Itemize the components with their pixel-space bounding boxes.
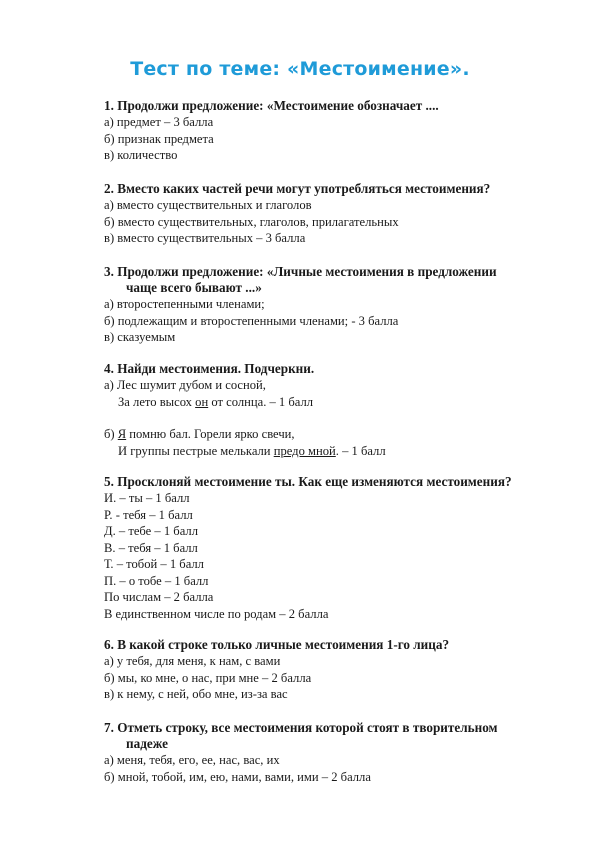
question-2-text: 2. Вместо каких частей речи могут употребляться местоимения? — [104, 181, 491, 196]
question-4-verse-a-line-1: а) Лес шумит дубом и сосной, — [104, 378, 266, 392]
question-6-option-a: а) у тебя, для меня, к нам, с вами — [104, 654, 281, 668]
declension-line: П. – о тобе – 1 балл — [104, 573, 209, 588]
question-4 — [104, 361, 554, 459]
question-6-option-b: б) мы, ко мне, о нас, при мне – 2 балла — [104, 670, 312, 685]
question-1-text: 1. Продолжи предложение: «Местоимение обозначает .... — [104, 98, 439, 113]
question-7 — [104, 720, 554, 785]
question-4-text: 4. Найди местоимения. Подчеркни. — [104, 361, 315, 376]
question-2 — [104, 181, 554, 247]
declension-line: По числам – 2 балла — [104, 590, 214, 604]
question-6-option-c: в) к нему, с ней, обо мне, из-за вас — [104, 687, 288, 701]
question-2-option-b: б) вместо существительных, глаголов, прилагательных — [104, 214, 399, 229]
question-3-option-b: б) подлежащим и второстепенными членами; - 3 балла — [104, 313, 399, 328]
underlined-pronoun: он — [195, 394, 209, 409]
question-3 — [104, 264, 554, 346]
question-4-verse-b-line-2: И группы пестрые мелькали предо мной. – 1 балл — [118, 443, 386, 458]
question-7-option-a: а) меня, тебя, его, ее, нас, вас, их — [104, 753, 280, 767]
question-4-verse-a-line-2: За лето высох он от солнца. – 1 балл — [118, 394, 314, 409]
question-3-option-a: а) второстепенными членами; — [104, 297, 265, 311]
question-2-option-c: в) вместо существительных – 3 балла — [104, 231, 306, 245]
underlined-pronoun: Я — [117, 427, 127, 441]
question-5-text: 5. Просклоняй местоимение ты. Как еще изменяются местоимения? — [104, 474, 512, 489]
question-3-text-continued: чаще всего бывают ...» — [126, 280, 262, 295]
page-title: Тест по теме: «Местоимение». — [130, 58, 470, 80]
question-3-option-c: в) сказуемым — [104, 330, 176, 344]
question-7-option-b: б) мной, тобой, им, ею, нами, вами, ими – 2 балла — [104, 769, 371, 784]
question-6-text: 6. В какой строке только личные местоимения 1-го лица? — [104, 637, 450, 652]
declension-line: Д. – тебе – 1 балл — [104, 524, 198, 538]
question-7-text-continued: падеже — [126, 736, 168, 751]
question-1 — [104, 98, 554, 164]
question-6 — [104, 637, 554, 703]
question-3-text: 3. Продолжи предложение: «Личные местоимения в предложении — [104, 264, 497, 279]
declension-line: Р. - тебя – 1 балл — [104, 507, 193, 522]
declension-line: И. – ты – 1 балл — [104, 491, 190, 505]
question-5 — [104, 474, 554, 622]
declension-line: В единственном числе по родам – 2 балла — [104, 606, 329, 621]
question-4-verse-b-line-1: б) Я помню бал. Горели ярко свечи, — [104, 427, 295, 441]
underlined-pronoun: предо мной — [273, 443, 336, 458]
declension-line: Т. – тобой – 1 балл — [104, 557, 204, 571]
question-1-option-c: в) количество — [104, 148, 178, 162]
question-1-option-b: б) признак предмета — [104, 131, 214, 146]
declension-line: В. – тебя – 1 балл — [104, 540, 198, 555]
question-2-option-a: а) вместо существительных и глаголов — [104, 198, 312, 212]
question-7-text: 7. Отметь строку, все местоимения которой стоят в творительном — [104, 720, 498, 735]
question-1-option-a: а) предмет – 3 балла — [104, 115, 214, 129]
